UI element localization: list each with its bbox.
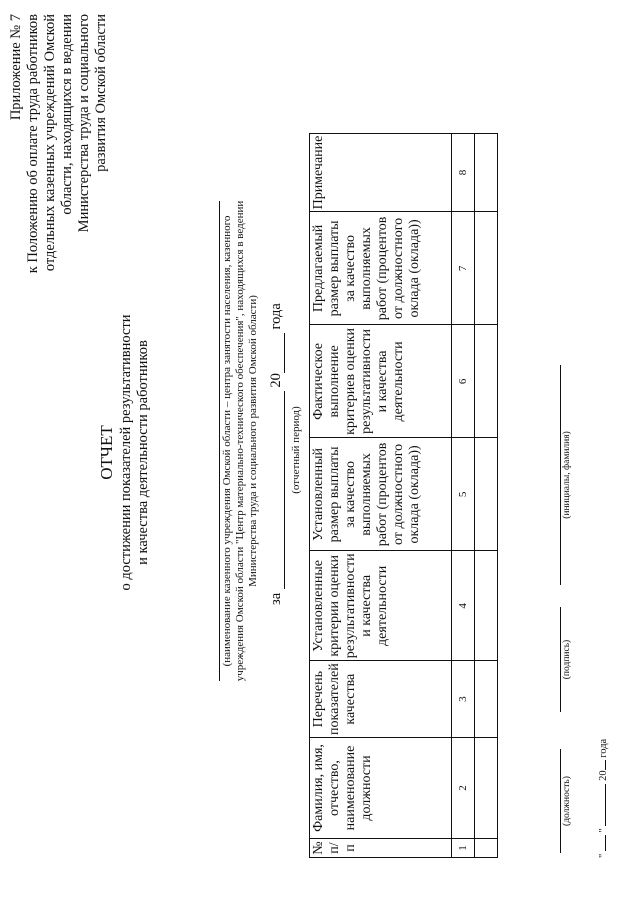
appendix-line: Приложение № 7 [8, 14, 24, 121]
signature-date [598, 739, 609, 858]
name-caption: (инициалы, фамилия) [562, 431, 572, 519]
column-number: 5 [452, 438, 475, 551]
column-number: 2 [452, 738, 475, 839]
appendix-line: развития Омской области [93, 14, 109, 172]
date-year-blank [605, 760, 606, 770]
table-cell[interactable] [475, 839, 498, 858]
report-subtitle [118, 0, 152, 905]
header-criteria: Установленные критерии оценки результативности и качества деятельности [310, 551, 452, 661]
appendix-line: области, находящихся в ведении [59, 14, 75, 215]
period-year-suffix: года [268, 303, 284, 330]
report-title: ОТЧЕТ [97, 425, 116, 480]
header-name: Фамилия, имя, отчество, наименование должности [310, 738, 452, 839]
report-subtitle-line-2: и качества деятельности работников [135, 340, 151, 565]
signature-line [560, 607, 561, 712]
column-number: 6 [452, 325, 475, 438]
period-year-prefix: 20 [268, 373, 284, 388]
header-number: № п/п [310, 839, 452, 858]
table-cell[interactable] [475, 661, 498, 738]
report-table [309, 133, 498, 858]
table-cell[interactable] [475, 133, 498, 212]
date-close-quote: " [598, 828, 609, 833]
table-cell[interactable] [475, 325, 498, 438]
table-number-row [452, 133, 475, 857]
date-month-blank [605, 784, 606, 826]
period-blank [270, 391, 285, 589]
column-number: 3 [452, 661, 475, 738]
table-cell[interactable] [475, 551, 498, 661]
header-indicators: Перечень показателей качества [310, 661, 452, 738]
header-note: Примечание [310, 133, 452, 212]
appendix-line: к Положению об оплате труда работников [25, 14, 41, 274]
date-year-prefix: 20 [598, 770, 609, 781]
column-number: 1 [452, 839, 475, 858]
date-year-suffix: года [598, 738, 609, 758]
name-line [560, 365, 561, 585]
signature-caption: (подпись) [562, 639, 572, 680]
appendix-line: Министерства труда и социального [76, 14, 92, 233]
table-row [475, 133, 498, 857]
date-open-quote: " [598, 853, 609, 858]
column-number: 4 [452, 551, 475, 661]
table-cell[interactable] [475, 212, 498, 325]
position-line [560, 749, 561, 853]
period-year-blank [270, 333, 285, 373]
appendix-note [8, 14, 110, 444]
period-prefix: за [268, 592, 284, 605]
appendix-line: отдельных казенных учреждений Омской [42, 14, 58, 272]
institution-caption: (наименование казенного учреждения Омской области – центра занятости населения, казенного учреждения Омской области "Центр материально-технического обеспечения", находящихся в ведении Министерства труда и социального развития Омской области) [221, 200, 259, 682]
column-number: 8 [452, 133, 475, 212]
report-subtitle-line-1: о достижении показателей результативности [118, 314, 134, 591]
header-proposed-payment: Предлагаемый размер выплаты за качество выполняемых работ (процентов от должностного оклада (оклада)) [310, 212, 452, 325]
table-header-row [310, 133, 452, 857]
position-caption: (должность) [562, 776, 572, 826]
header-set-payment: Установленный размер выплаты за качество выполняемых работ (процентов от должностного оклада (оклада)) [310, 438, 452, 551]
header-actual: Фактическое выполнение критериев оценки результативности и качества деятельности [310, 325, 452, 438]
period-caption: (отчетный период) [290, 406, 302, 494]
table-cell[interactable] [475, 738, 498, 839]
institution-underline [219, 201, 220, 681]
reporting-period [268, 303, 285, 605]
date-day-blank [605, 835, 606, 851]
table-cell[interactable] [475, 438, 498, 551]
column-number: 7 [452, 212, 475, 325]
